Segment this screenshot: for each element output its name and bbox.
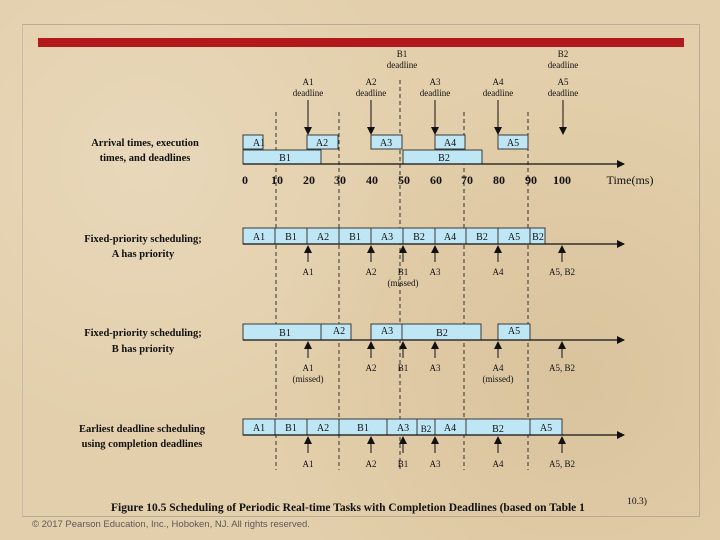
segment-label: B1 [285,232,297,243]
row-edf-completions [303,459,576,469]
row-fixed-a-completions [303,267,576,288]
completion-label: A1 [302,459,314,469]
time-axis-labels [242,173,653,187]
segment-label: B2 [492,424,504,435]
segment-label: A4 [443,423,457,434]
time-tick: 40 [366,173,378,187]
section-label: times, and deadlines [99,153,191,164]
segment-label: B2 [532,232,544,243]
segment-label: A3 [380,326,394,337]
time-tick: 80 [493,173,505,187]
completion-label: A5, B2 [548,459,576,469]
deadline-label: A1 [302,77,314,87]
completion-label: A4 [492,267,504,277]
arrival-task-label: A5 [506,138,520,149]
segment-label: A3 [380,232,394,243]
deadline-label: deadline [482,88,514,98]
section-label: A has priority [111,249,175,260]
segment-label: A2 [316,423,330,434]
deadline-label: B2 [557,49,569,59]
missed-label: (missed) [482,374,514,384]
row-fixed-b-completions [293,363,576,384]
completion-label: A2 [365,363,377,373]
time-tick: 0 [242,173,248,187]
time-tick: 70 [461,173,473,187]
figure-caption-suffix: 10.3) [627,497,647,507]
segment-label: B2 [436,328,448,339]
deadline-label: A4 [492,77,504,87]
segment-label: B1 [279,328,291,339]
completion-label: A3 [429,363,441,373]
section-label: Fixed-priority scheduling; [84,328,202,339]
arrival-task-label: B2 [438,153,450,164]
segment-label: A5 [539,423,553,434]
segment-label: A5 [507,232,521,243]
completion-label: A4 [492,363,504,373]
deadline-label: B1 [396,49,408,59]
arrival-task-label: A3 [379,138,393,149]
missed-label: (missed) [292,374,324,384]
segment-label: A1 [252,423,266,434]
completion-label: A1 [302,267,314,277]
completion-label: B1 [397,267,409,277]
time-tick: 90 [525,173,537,187]
segment-label: A2 [316,232,330,243]
deadline-label: deadline [547,88,579,98]
segment-label: B1 [349,232,361,243]
segment-label: A5 [507,326,521,337]
segment-label: B2 [413,232,425,243]
completion-label: A5, B2 [548,267,576,277]
deadline-label: A5 [557,77,569,87]
completion-label: B1 [397,363,409,373]
time-tick: 60 [430,173,442,187]
completion-label: B1 [397,459,409,469]
segment-label: B1 [357,423,369,434]
section-label: using completion deadlines [81,439,203,450]
section-label: Earliest deadline scheduling [78,424,206,435]
deadline-labels [293,49,579,98]
section-label: Arrival times, execution [91,138,199,149]
segment-label: B2 [420,424,432,434]
completion-arrows [308,246,562,262]
deadline-label: A2 [365,77,377,87]
segment-label: A4 [443,232,457,243]
copyright-notice: © 2017 Pearson Education, Inc., Hoboken, NJ. All rights reserved. [32,519,310,530]
segment-label: A3 [396,423,410,434]
section-label: Fixed-priority scheduling; [84,234,202,245]
time-tick: 20 [303,173,315,187]
deadline-arrows [308,100,563,134]
time-tick: 10 [271,173,283,187]
deadline-label: deadline [386,60,418,70]
completion-label: A3 [429,459,441,469]
completion-label: A5, B2 [548,363,576,373]
completion-label: A1 [302,363,314,373]
deadline-label: deadline [419,88,451,98]
arrival-task-label: B1 [279,153,291,164]
deadline-label: deadline [547,60,579,70]
segment-label: A2 [332,326,346,337]
time-tick: 30 [334,173,346,187]
deadline-label: A3 [429,77,441,87]
completion-label: A2 [365,459,377,469]
section-label: B has priority [111,344,175,355]
arrival-task-label: A2 [315,138,329,149]
figure-caption: Figure 10.5 Scheduling of Periodic Real-time Tasks with Completion Deadlines (based on Table 1 [111,502,585,514]
completion-arrows [308,342,562,358]
section-labels [79,138,206,450]
arrival-task-label: A1 [252,138,266,149]
deadline-label: deadline [355,88,387,98]
arrival-task-label: A4 [443,138,457,149]
time-unit-label: Time(ms) [606,173,654,187]
completion-label: A4 [492,459,504,469]
segment-label: A1 [252,232,266,243]
segment-label: B1 [285,423,297,434]
completion-label: A3 [429,267,441,277]
completion-label: A2 [365,267,377,277]
completion-arrows [308,437,562,453]
time-tick: 100 [553,173,571,187]
deadline-label: deadline [292,88,324,98]
segment-label: B2 [476,232,488,243]
time-tick: 50 [398,173,410,187]
missed-label: (missed) [387,278,419,288]
